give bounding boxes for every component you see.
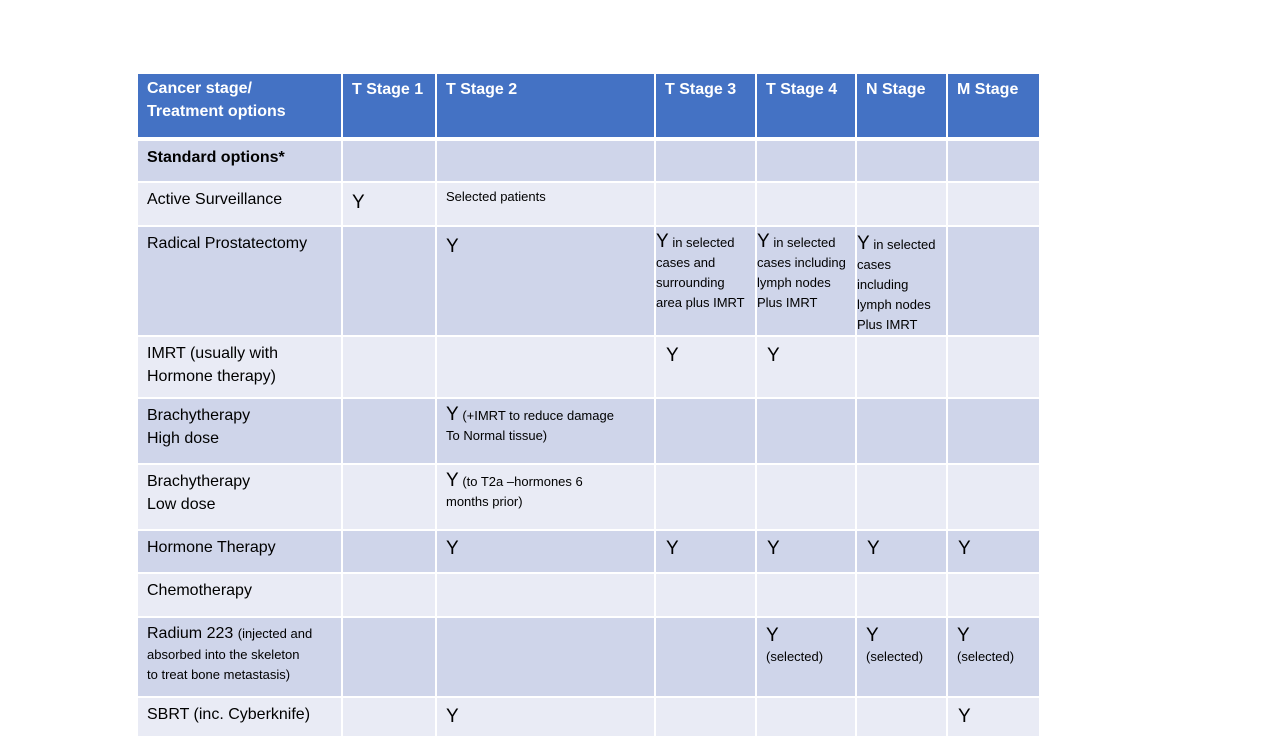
cell-radium-m-note: (selected) xyxy=(957,649,1015,664)
table-cell xyxy=(856,697,947,737)
cell-hormone-m: Y xyxy=(947,530,1040,573)
cell-radical-n-line-4: Plus IMRT xyxy=(857,317,918,332)
cell-radical-t3 xyxy=(655,226,756,336)
row-label-brachy-high-line-2: High dose xyxy=(147,430,220,447)
cell-radical-n xyxy=(856,226,947,336)
table-cell xyxy=(856,573,947,617)
cell-active-t2: Selected patients xyxy=(436,182,655,226)
row-label-brachy-low-line-1: Brachytherapy xyxy=(147,473,251,490)
row-label-brachy-high-line-1: Brachytherapy xyxy=(147,407,251,424)
row-label-radium-note: (injected and xyxy=(237,626,313,641)
header-t-stage-3: T Stage 3 xyxy=(655,73,756,139)
cell-hormone-t4: Y xyxy=(756,530,856,573)
cell-radium-t4 xyxy=(756,617,856,697)
row-label-radium-223 xyxy=(137,617,342,697)
header-treatment-line-1: Cancer stage/ xyxy=(147,80,252,97)
cell-radium-t4-note: (selected) xyxy=(766,649,824,664)
row-label-brachytherapy-low xyxy=(137,464,342,530)
table-cell xyxy=(342,464,436,530)
treatment-options-table xyxy=(136,72,1041,738)
table-cell xyxy=(655,617,756,697)
table-cell xyxy=(947,336,1040,398)
table-cell xyxy=(756,182,856,226)
row-label-radical-prostatectomy: Radical Prostatectomy xyxy=(137,226,342,336)
row-label-radium-main: Radium 223 xyxy=(147,625,234,642)
cell-radical-n-line-2: including xyxy=(857,277,909,292)
cell-radical-t4 xyxy=(756,226,856,336)
cell-radical-t3-y: Y xyxy=(656,231,669,252)
cell-brachy-high-y: Y xyxy=(446,404,459,425)
cell-active-t1: Y xyxy=(342,182,436,226)
cell-hormone-t3: Y xyxy=(655,530,756,573)
table-cell xyxy=(756,139,856,182)
header-t-stage-2: T Stage 2 xyxy=(436,73,655,139)
table-row-standard-options xyxy=(137,139,1040,182)
cell-radical-n-note: in selected xyxy=(873,237,936,252)
cell-radical-t4-y: Y xyxy=(757,231,770,252)
row-label-brachytherapy-high xyxy=(137,398,342,464)
table-row-brachytherapy-low xyxy=(137,464,1040,530)
cell-radium-n-y: Y xyxy=(866,625,879,646)
cell-hormone-t2: Y xyxy=(436,530,655,573)
cell-brachy-low-y: Y xyxy=(446,470,459,491)
cell-radical-n-y: Y xyxy=(857,233,870,254)
table-cell xyxy=(856,336,947,398)
header-treatment xyxy=(137,73,342,139)
row-label-radium-line-3: to treat bone metastasis) xyxy=(147,667,291,682)
table-cell xyxy=(947,139,1040,182)
cell-radical-t4-line-1: cases including xyxy=(757,255,846,270)
table-cell xyxy=(655,464,756,530)
cell-radical-t2: Y xyxy=(436,226,655,336)
cell-sbrt-t2: Y xyxy=(436,697,655,737)
header-row xyxy=(137,73,1040,139)
table-cell xyxy=(947,226,1040,336)
table-cell xyxy=(947,573,1040,617)
cell-imrt-t3: Y xyxy=(655,336,756,398)
cell-radical-n-line-1: cases xyxy=(857,257,891,272)
cell-hormone-n: Y xyxy=(856,530,947,573)
table-row-brachytherapy-high xyxy=(137,398,1040,464)
table-cell xyxy=(436,617,655,697)
table-row-active-surveillance xyxy=(137,182,1040,226)
cell-brachy-low-note: (to T2a –hormones 6 xyxy=(462,474,583,489)
table-cell xyxy=(856,398,947,464)
table-cell xyxy=(856,182,947,226)
table-cell xyxy=(342,139,436,182)
table-cell xyxy=(655,697,756,737)
table-cell xyxy=(342,336,436,398)
table-cell xyxy=(947,182,1040,226)
row-label-imrt-line-2: Hormone therapy) xyxy=(147,368,276,385)
cell-radium-n xyxy=(856,617,947,697)
header-t-stage-4: T Stage 4 xyxy=(756,73,856,139)
header-m-stage: M Stage xyxy=(947,73,1040,139)
table-cell xyxy=(342,398,436,464)
table-cell xyxy=(342,226,436,336)
cell-radical-t4-line-3: Plus IMRT xyxy=(757,295,818,310)
table-cell xyxy=(342,697,436,737)
row-label-brachy-low-line-2: Low dose xyxy=(147,496,216,513)
row-label-radium-line-2: absorbed into the skeleton xyxy=(147,647,300,662)
table-cell xyxy=(756,398,856,464)
table-row-radium-223 xyxy=(137,617,1040,697)
table-cell xyxy=(342,617,436,697)
table-cell xyxy=(856,464,947,530)
table-cell xyxy=(342,530,436,573)
cell-radical-t3-line-3: area plus IMRT xyxy=(656,295,745,310)
cell-brachy-high-t2 xyxy=(436,398,655,464)
cell-radical-t3-note: in selected xyxy=(672,235,735,250)
cell-radium-n-note: (selected) xyxy=(866,649,924,664)
row-label-hormone-therapy: Hormone Therapy xyxy=(137,530,342,573)
table-cell xyxy=(947,398,1040,464)
table-cell xyxy=(436,573,655,617)
cell-radical-n-line-3: lymph nodes xyxy=(857,297,931,312)
row-label-chemotherapy: Chemotherapy xyxy=(137,573,342,617)
table-cell xyxy=(655,398,756,464)
cell-sbrt-m: Y xyxy=(947,697,1040,737)
header-treatment-line-2: Treatment options xyxy=(147,103,286,120)
table-cell xyxy=(756,697,856,737)
row-label-imrt-line-1: IMRT (usually with xyxy=(147,345,278,362)
table-cell xyxy=(756,573,856,617)
table-cell xyxy=(947,464,1040,530)
cell-radical-t4-line-2: lymph nodes xyxy=(757,275,831,290)
header-t-stage-1: T Stage 1 xyxy=(342,73,436,139)
table-row-imrt xyxy=(137,336,1040,398)
cell-radical-t3-line-2: surrounding xyxy=(656,275,725,290)
header-n-stage: N Stage xyxy=(856,73,947,139)
table-cell xyxy=(342,573,436,617)
table-cell xyxy=(655,573,756,617)
table-cell xyxy=(436,336,655,398)
table-cell xyxy=(655,139,756,182)
table-cell xyxy=(655,182,756,226)
cell-radium-t4-y: Y xyxy=(766,625,779,646)
row-label-standard-options: Standard options* xyxy=(137,139,342,182)
table-cell xyxy=(436,139,655,182)
row-label-sbrt: SBRT (inc. Cyberknife) xyxy=(137,697,342,737)
cell-radical-t3-line-1: cases and xyxy=(656,255,716,270)
cell-brachy-high-note: (+IMRT to reduce damage xyxy=(462,408,614,423)
cell-radical-t4-note: in selected xyxy=(773,235,836,250)
cell-imrt-t4: Y xyxy=(756,336,856,398)
table-row-hormone-therapy xyxy=(137,530,1040,573)
table-row-radical-prostatectomy xyxy=(137,226,1040,336)
row-label-imrt xyxy=(137,336,342,398)
cell-brachy-low-t2 xyxy=(436,464,655,530)
cell-radium-m-y: Y xyxy=(957,625,970,646)
cell-brachy-high-note-2: To Normal tissue) xyxy=(446,428,548,443)
cell-brachy-low-note-2: months prior) xyxy=(446,494,523,509)
row-label-active-surveillance: Active Surveillance xyxy=(137,182,342,226)
cell-radium-m xyxy=(947,617,1040,697)
table-cell xyxy=(756,464,856,530)
table-row-chemotherapy xyxy=(137,573,1040,617)
table-row-sbrt xyxy=(137,697,1040,737)
table-cell xyxy=(856,139,947,182)
